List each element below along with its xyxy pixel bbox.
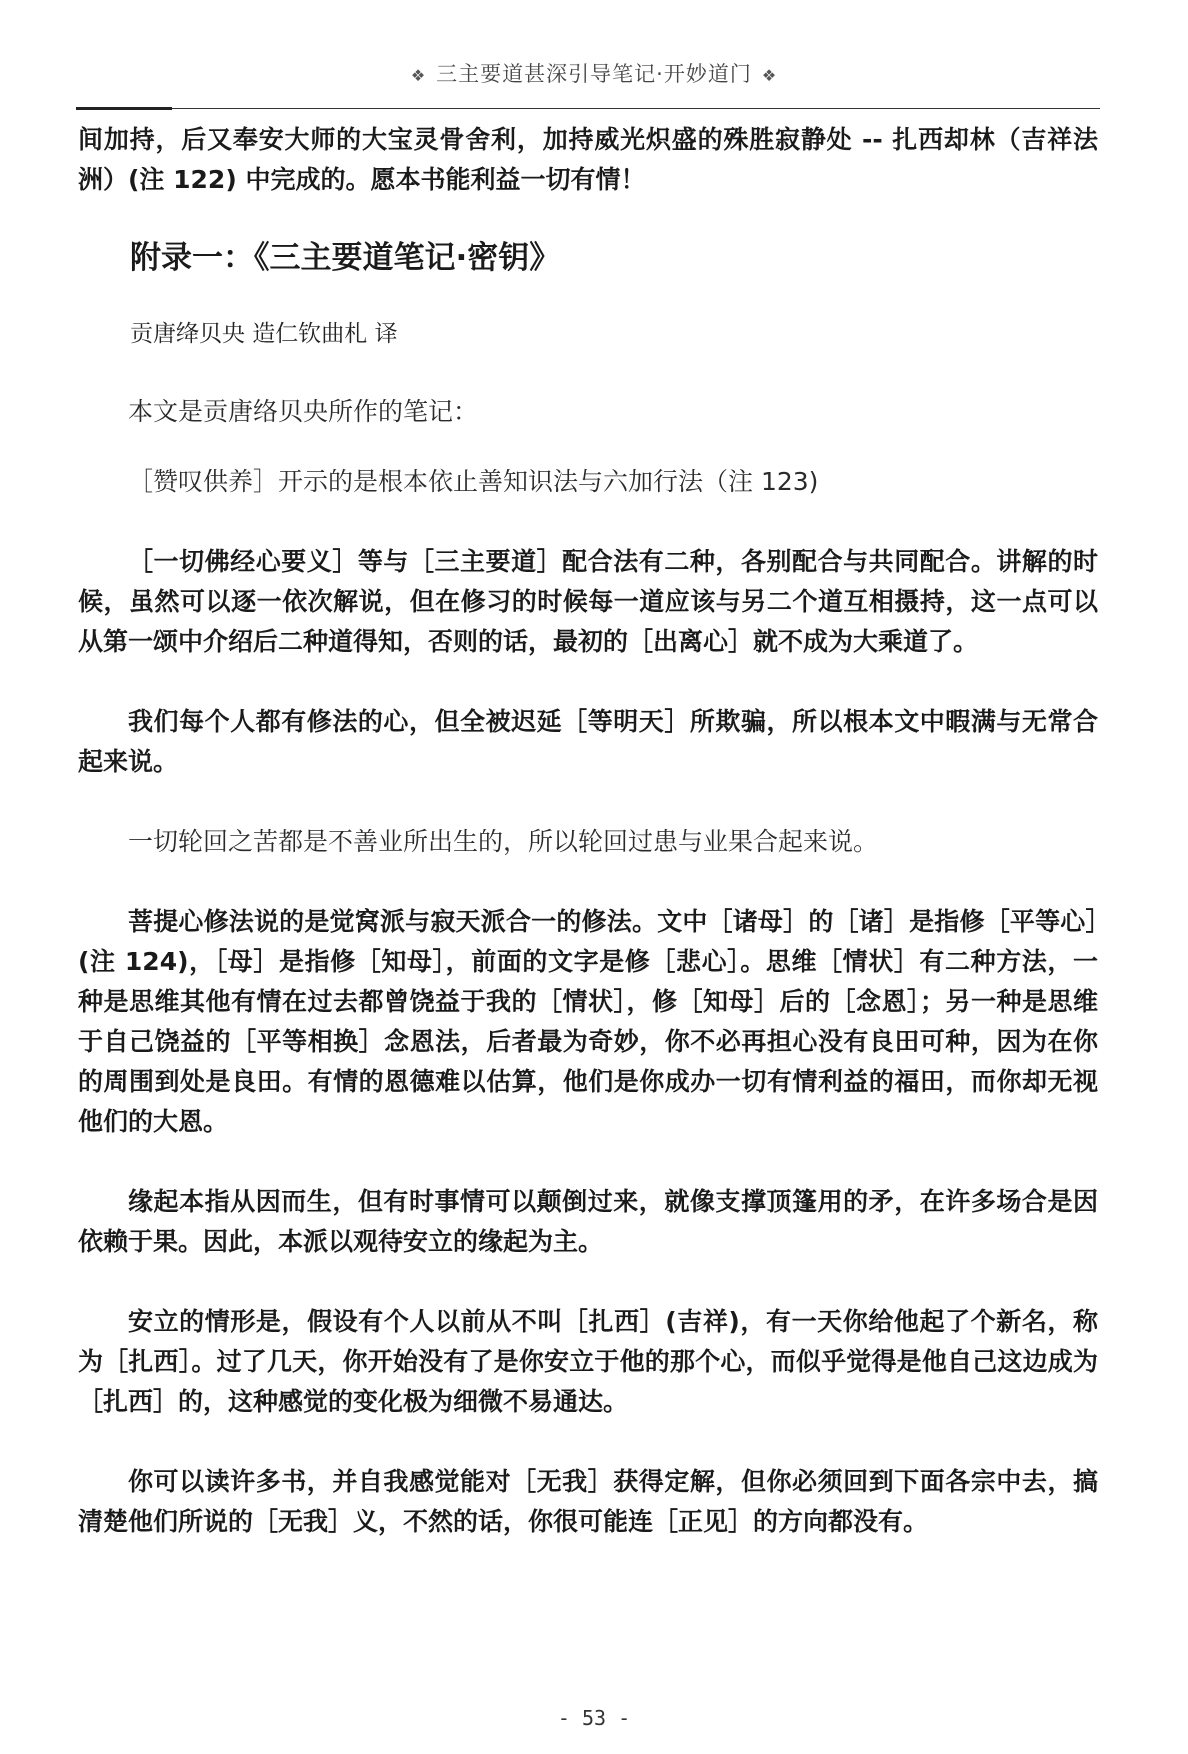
page-number: - 53 - [557, 1706, 631, 1730]
header-rule-accent [76, 107, 172, 110]
paragraph-5: 菩提心修法说的是觉窝派与寂天派合一的修法。文中［诸母］的［诸］是指修［平等心］(注 124)，［母］是指修［知母］，前面的文字是修［悲心］。思维［情状］有二种方法，一种是思维其他有情在过去都曾饶益于我的［情状］，修［知母］后的［念恩］；另一种是思维于自己饶益的［平等相换］念恩法，后者最为奇妙，你不必再担心没有良田可种，因为在你的周围到处是良田。有情的恩德难以估算，他们是你成办一切有情利益的福田，而你却无视他们的大恩。 [78, 907, 1098, 1136]
ornament-left-icon: ❖ [410, 66, 427, 85]
continuation-paragraph: 间加持，后又奉安大师的大宝灵骨舍利，加持威光炽盛的殊胜寂静处 -- 扎西却林（吉祥法洲）(注 122) 中完成的。愿本书能利益一切有情！ [78, 125, 1098, 194]
paragraph-3: 我们每个人都有修法的心，但全被迟延［等明天］所欺骗，所以根本文中暇满与无常合起来说。 [78, 707, 1098, 776]
appendix-heading: 附录一：《三主要道笔记·密钥》 [130, 240, 561, 276]
paragraph-4: 一切轮回之苦都是不善业所出生的，所以轮回过患与业果合起来说。 [128, 827, 879, 856]
paragraph-8: 你可以读许多书，并自我感觉能对［无我］获得定解，但你必须回到下面各宗中去，搞清楚他们所说的［无我］义，不然的话，你很可能连［正见］的方向都没有。 [78, 1467, 1098, 1536]
running-header-title: 三主要道甚深引导笔记·开妙道门 [436, 62, 752, 86]
running-header [0, 58, 1188, 88]
ornament-right-icon: ❖ [761, 66, 778, 85]
header-rule [76, 108, 1100, 109]
paragraph-6: 缘起本指从因而生，但有时事情可以颠倒过来，就像支撑顶篷用的矛，在许多场合是因依赖于果。因此，本派以观待安立的缘起为主。 [78, 1187, 1098, 1256]
paragraph-7: 安立的情形是，假设有个人以前从不叫［扎西］(吉祥)，有一天你给他起了个新名，称为［扎西］。过了几天，你开始没有了是你安立于他的那个心，而似乎觉得是他自己这边成为［扎西］的，这种感觉的变化极为细微不易通达。 [78, 1307, 1098, 1416]
author-translator-line: 贡唐绛贝央 造仁钦曲札 译 [130, 321, 398, 347]
page-body [78, 120, 1098, 1542]
paragraph-1: ［赞叹供养］开示的是根本依止善知识法与六加行法（注 123) [128, 467, 819, 496]
paragraph-2: ［一切佛经心要义］等与［三主要道］配合法有二种，各别配合与共同配合。讲解的时候，虽然可以逐一依次解说，但在修习的时候每一道应该与另二个道互相摄持，这一点可以从第一颂中介绍后二种道得知，否则的话，最初的［出离心］就不成为大乘道了。 [78, 547, 1098, 656]
intro-paragraph: 本文是贡唐络贝央所作的笔记： [128, 397, 479, 426]
